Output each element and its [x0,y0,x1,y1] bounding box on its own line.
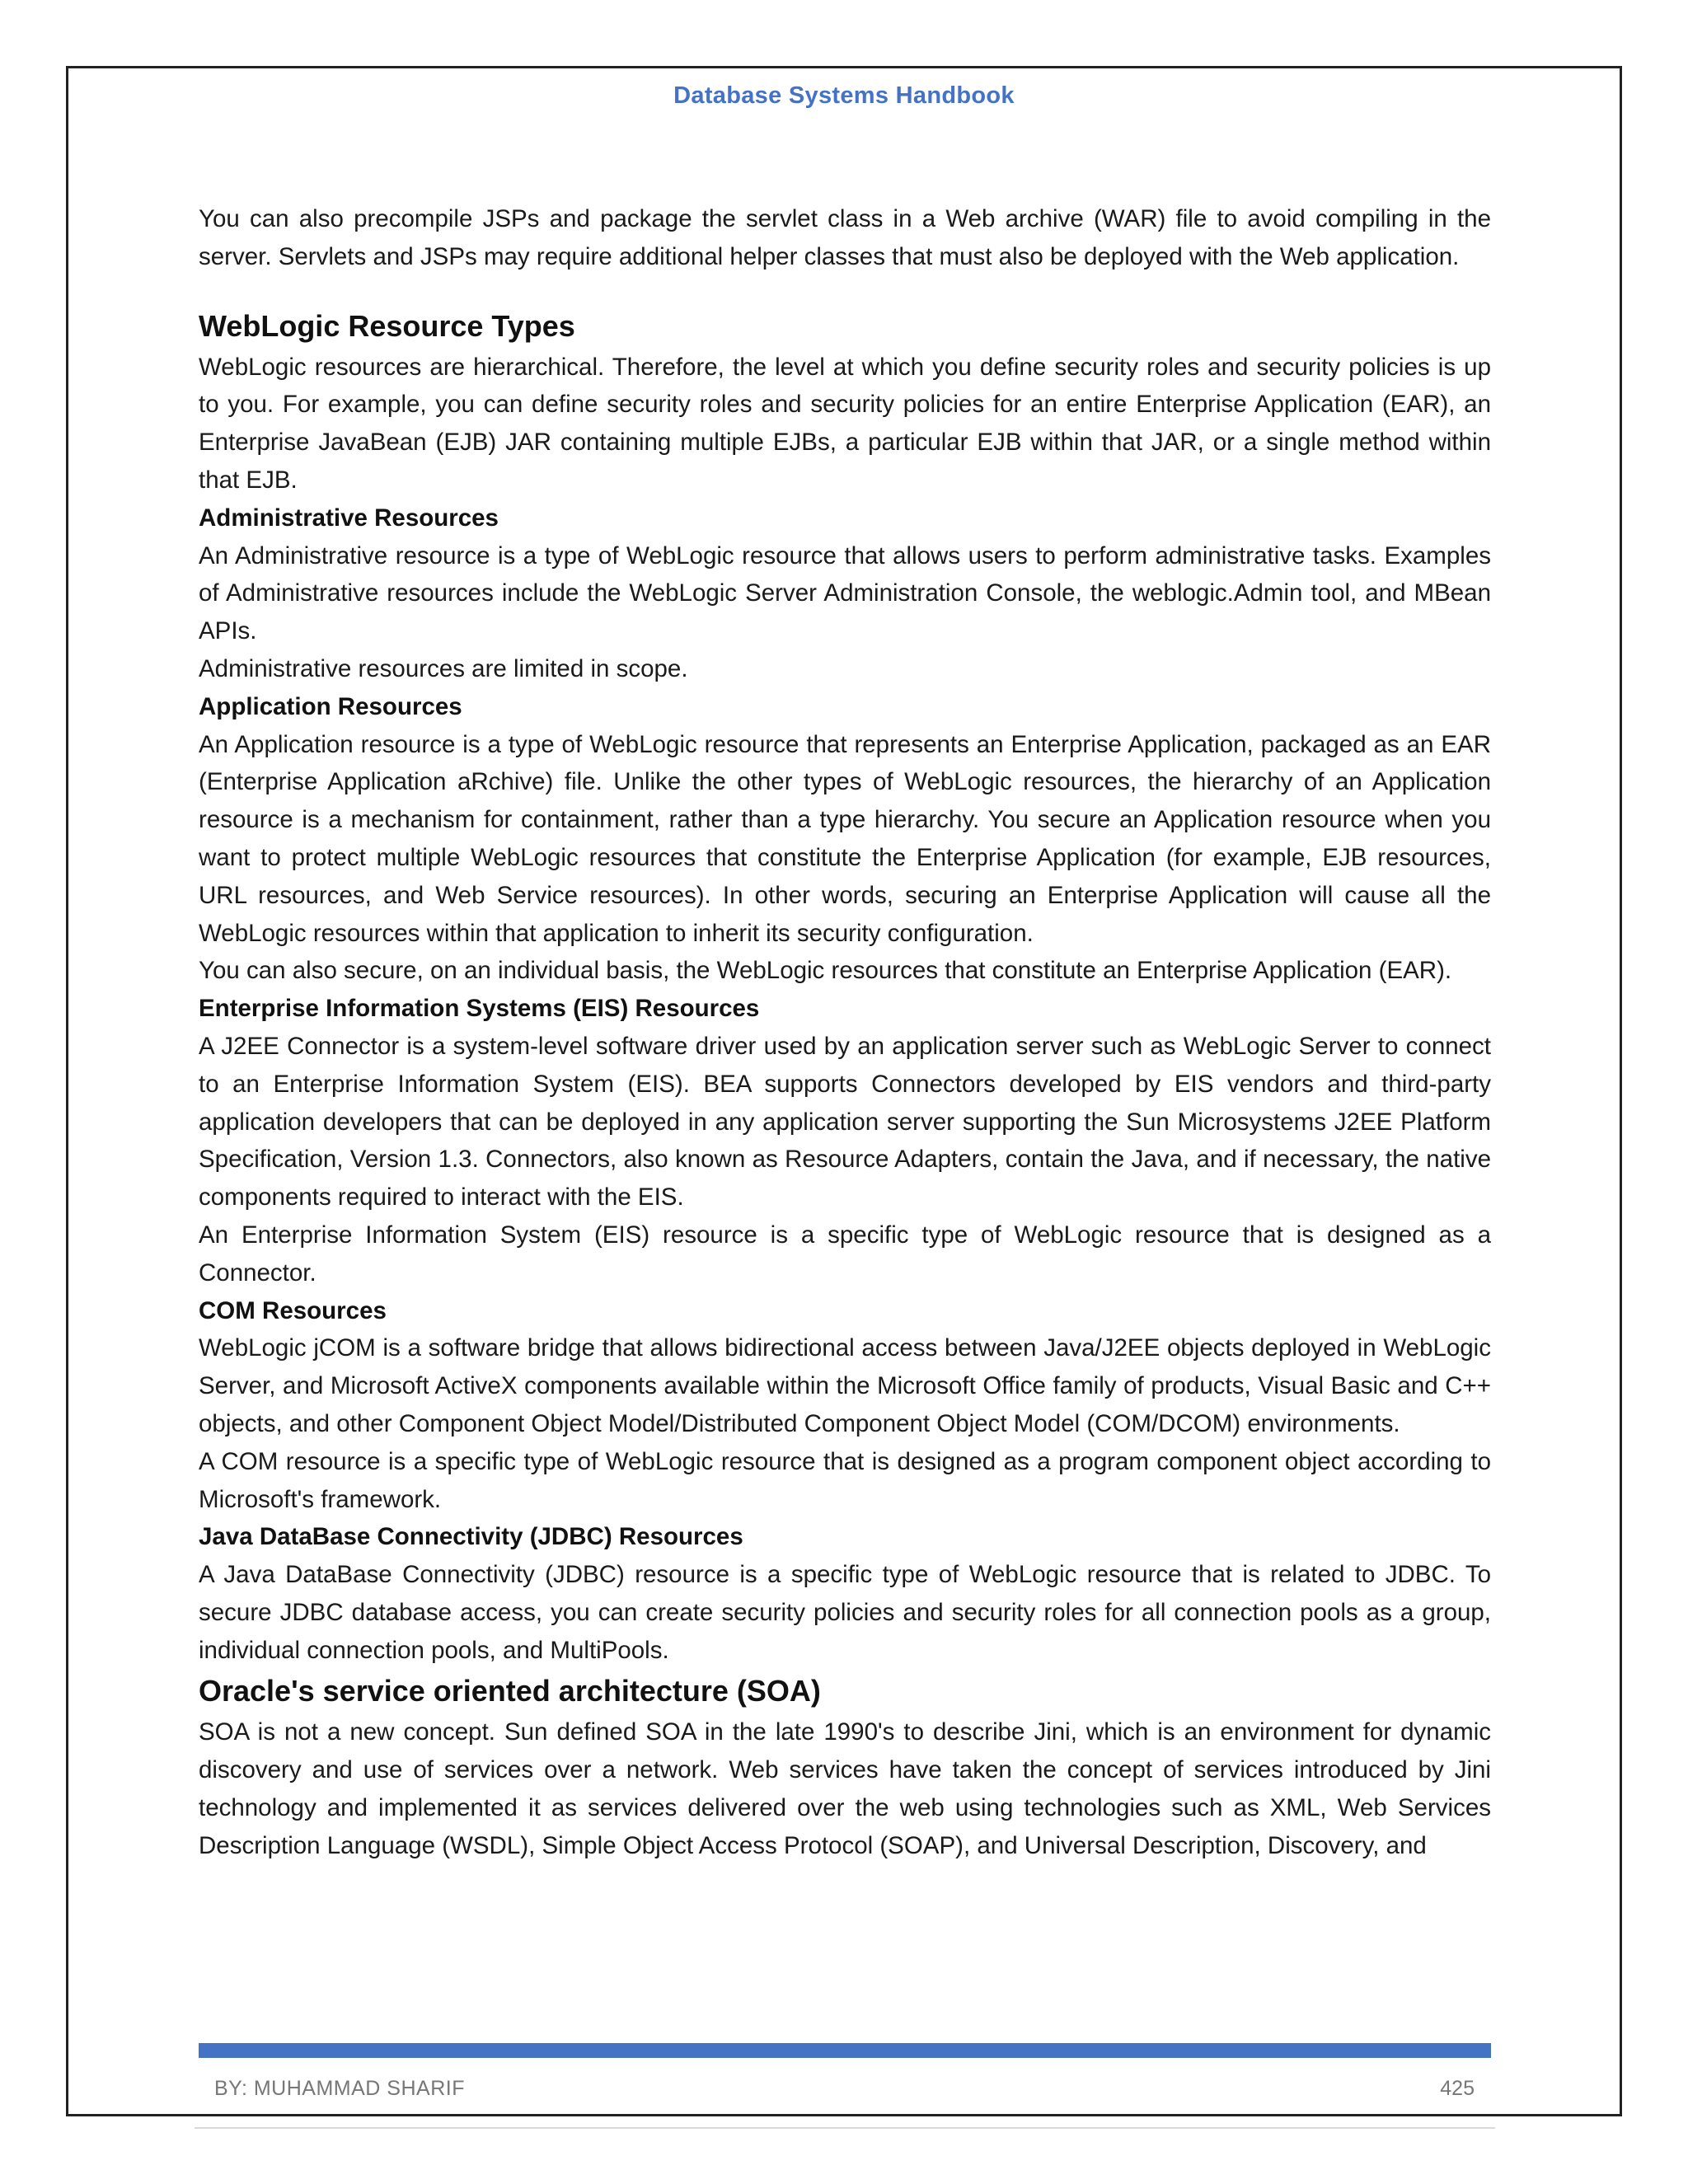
eis-resource-paragraph: An Enterprise Information System (EIS) resource is a specific type of WebLogic resource that is designed as a Connector. [199,1221,1491,1286]
application-resources-heading: Application Resources [199,692,462,720]
com-resource-paragraph: A COM resource is a specific type of WebLogic resource that is designed as a program component object according to Microsoft's framework. [199,1447,1491,1513]
soa-heading: Oracle's service oriented architecture (SOA) [199,1674,821,1708]
intro-paragraph: You can also precompile JSPs and package the servlet class in a Web archive (WAR) file to avoid compiling in the server. Servlets and JSPs may require additional helper classes that must also be deployed with the Web application. [199,205,1491,270]
administrative-resources-scope-paragraph: Administrative resources are limited in scope. [199,654,688,682]
page-content [199,200,1491,1865]
com-jcom-paragraph: WebLogic jCOM is a software bridge that allows bidirectional access between Java/J2EE objects deployed in WebLogic Server, and Microsoft ActiveX components available within the Microsoft Office family of products, Visual Basic and C++ objects, and other Component Object Model/Distributed Component Object Model (COM/DCOM) environments. [199,1334,1491,1437]
com-resources-heading: COM Resources [199,1296,387,1324]
footer-author: BY: MUHAMMAD SHARIF [214,2077,465,2100]
weblogic-resource-types-heading: WebLogic Resource Types [199,308,575,343]
page-header-title: Database Systems Handbook [673,82,1015,109]
application-resources-secure-paragraph: You can also secure, on an individual basis, the WebLogic resources that constitute an Enterprise Application (EAR). [199,957,1452,985]
eis-connector-paragraph: A J2EE Connector is a system-level software driver used by an application server such as WebLogic Server to connect to an Enterprise Information System (EIS). BEA supports Connectors developed by EIS vendors and third-party application developers that can be deployed in any application server supporting the Sun Microsystems J2EE Platform Specification, Version 1.3. Connectors, also known as Resource Adapters, contain the Java, and if necessary, the native components required to interact with the EIS. [199,1032,1491,1212]
weblogic-resource-types-paragraph: WebLogic resources are hierarchical. Therefore, the level at which you define security roles and security policies is up to you. For example, you can define security roles and security policies for an entire Enterprise Application (EAR), an Enterprise JavaBean (EJB) JAR containing multiple EJBs, a particular EJB within that JAR, or a single method within that EJB. [199,353,1491,494]
jdbc-resource-paragraph: A Java DataBase Connectivity (JDBC) resource is a specific type of WebLogic resource that is related to JDBC. To secure JDBC database access, you can create security policies and security roles for all connection pools as a group, individual connection pools, and MultiPools. [199,1561,1491,1664]
footer-accent-bar [199,2043,1491,2058]
administrative-resources-paragraph: An Administrative resource is a type of WebLogic resource that allows users to perform administrative tasks. Examples of Administrative resources include the WebLogic Server Administration Console, the weblogic.Admin tool, and MBean APIs. [199,541,1491,645]
footer-page-number: 425 [1440,2077,1475,2100]
jdbc-resources-heading: Java DataBase Connectivity (JDBC) Resources [199,1523,743,1551]
soa-paragraph: SOA is not a new concept. Sun defined SOA in the late 1990's to describe Jini, which is an environment for dynamic discovery and use of services over a network. Web services have taken the concept of services introduced by Jini technology and implemented it as services delivered over the web using technologies such as XML, Web Services Description Language (WSDL), Simple Object Access Protocol (SOAP), and Universal Description, Discovery, and [199,1718,1491,1859]
eis-resources-heading: Enterprise Information Systems (EIS) Resources [199,995,760,1023]
footer-divider [195,2127,1495,2129]
application-resources-paragraph: An Application resource is a type of WebLogic resource that represents an Enterprise Application, packaged as an EAR (Enterprise Application aRchive) file. Unlike the other types of WebLogic resources, the hierarchy of an Application resource is a mechanism for containment, rather than a type hierarchy. You secure an Application resource when you want to protect multiple WebLogic resources that constitute the Enterprise Application (for example, EJB resources, URL resources, and Web Service resources). In other words, securing an Enterprise Application will cause all the WebLogic resources within that application to inherit its security configuration. [199,730,1491,947]
administrative-resources-heading: Administrative Resources [199,504,499,532]
